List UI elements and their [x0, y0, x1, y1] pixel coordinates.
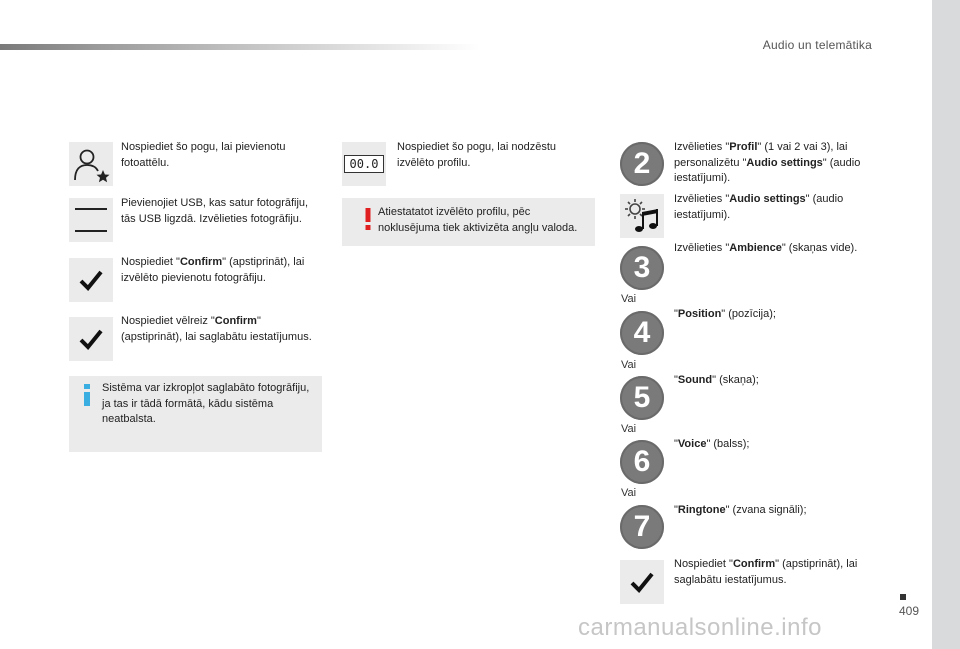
info-note-text: Sistēma var izkropļot saglabāto fotogrāfiju, ja tas ir tādā formātā, kādu sistēma neatbalsta. [102, 382, 310, 425]
step-confirm-audio: Nospiediet "Confirm" (apstiprināt), lai saglabātu iestatījumus. [674, 558, 858, 586]
page-marker [900, 594, 906, 600]
or-label: Vai [621, 293, 637, 305]
step-add-photo: Nospiediet šo pogu, lai pievienotu fotoattēlu. [121, 141, 286, 169]
check-icon [630, 571, 654, 593]
step2-text: Izvēlieties "Profil" (1 vai 2 vai 3), lai personalizētu "Audio settings" (audio iestatījumi). [674, 141, 861, 184]
check-icon [79, 269, 103, 291]
page-number: 409 [899, 604, 920, 618]
warning-exclamation-icon [365, 208, 371, 230]
step-confirm-photo: Nospiediet "Confirm" (apstiprināt), lai izvēlēto pievienotu fotogrāfiju. [121, 256, 305, 284]
delete-profile-button[interactable] [342, 142, 386, 186]
step-number-3: 3 [620, 246, 664, 290]
header-gradient-bar [0, 44, 480, 50]
page-edge-sidebar [932, 0, 960, 649]
profile-photo-button[interactable] [69, 142, 113, 186]
gear-music-icon [622, 196, 662, 236]
usb-box [69, 198, 113, 242]
confirm-photo-button[interactable] [69, 258, 113, 302]
or-label: Vai [621, 487, 637, 499]
info-note-box [69, 376, 322, 452]
step4-text: "Position" (pozīcija); [674, 308, 776, 320]
step-number-6: 6 [620, 440, 664, 484]
or-label: Vai [621, 359, 637, 371]
confirm-settings-button[interactable] [69, 317, 113, 361]
step-delete-profile: Nospiediet šo pogu, lai nodzēstu izvēlēto profilu. [397, 141, 556, 169]
step5-text: "Sound" (skaņa); [674, 374, 759, 386]
step3-text: Izvēlieties "Ambience" (skaņas vide). [674, 242, 858, 254]
profile-star-icon [71, 144, 111, 184]
display-readout-icon: 00.0 [344, 155, 384, 173]
section-title: Audio un telemātika [762, 38, 872, 52]
step2-audio-settings-text: Izvēlieties "Audio settings" (audio iestatījumi). [674, 193, 844, 221]
confirm-audio-button[interactable] [620, 560, 664, 604]
check-icon [79, 328, 103, 350]
or-label: Vai [621, 423, 637, 435]
step6-text: "Voice" (balss); [674, 438, 750, 450]
step-number-7: 7 [620, 505, 664, 549]
audio-settings-button[interactable] [620, 194, 664, 238]
info-icon [83, 384, 91, 406]
step-usb: Pievienojiet USB, kas satur fotogrāfiju, tās USB ligzdā. Izvēlieties fotogrāfiju. [121, 197, 309, 225]
step-confirm-again: Nospiediet vēlreiz "Confirm" (apstiprināt), lai saglabātu iestatījumus. [121, 315, 312, 343]
step7-text: "Ringtone" (zvana signāli); [674, 504, 807, 516]
step-number-5: 5 [620, 376, 664, 420]
warning-note-text: Atiestatatot izvēlēto profilu, pēc noklusējuma tiek aktivizēta angļu valoda. [378, 206, 578, 234]
step-number-2: 2 [620, 142, 664, 186]
watermark-text: carmanualsonline.info [578, 614, 822, 641]
warning-note-box [342, 198, 595, 246]
usb-icon [71, 200, 111, 240]
step-number-4: 4 [620, 311, 664, 355]
